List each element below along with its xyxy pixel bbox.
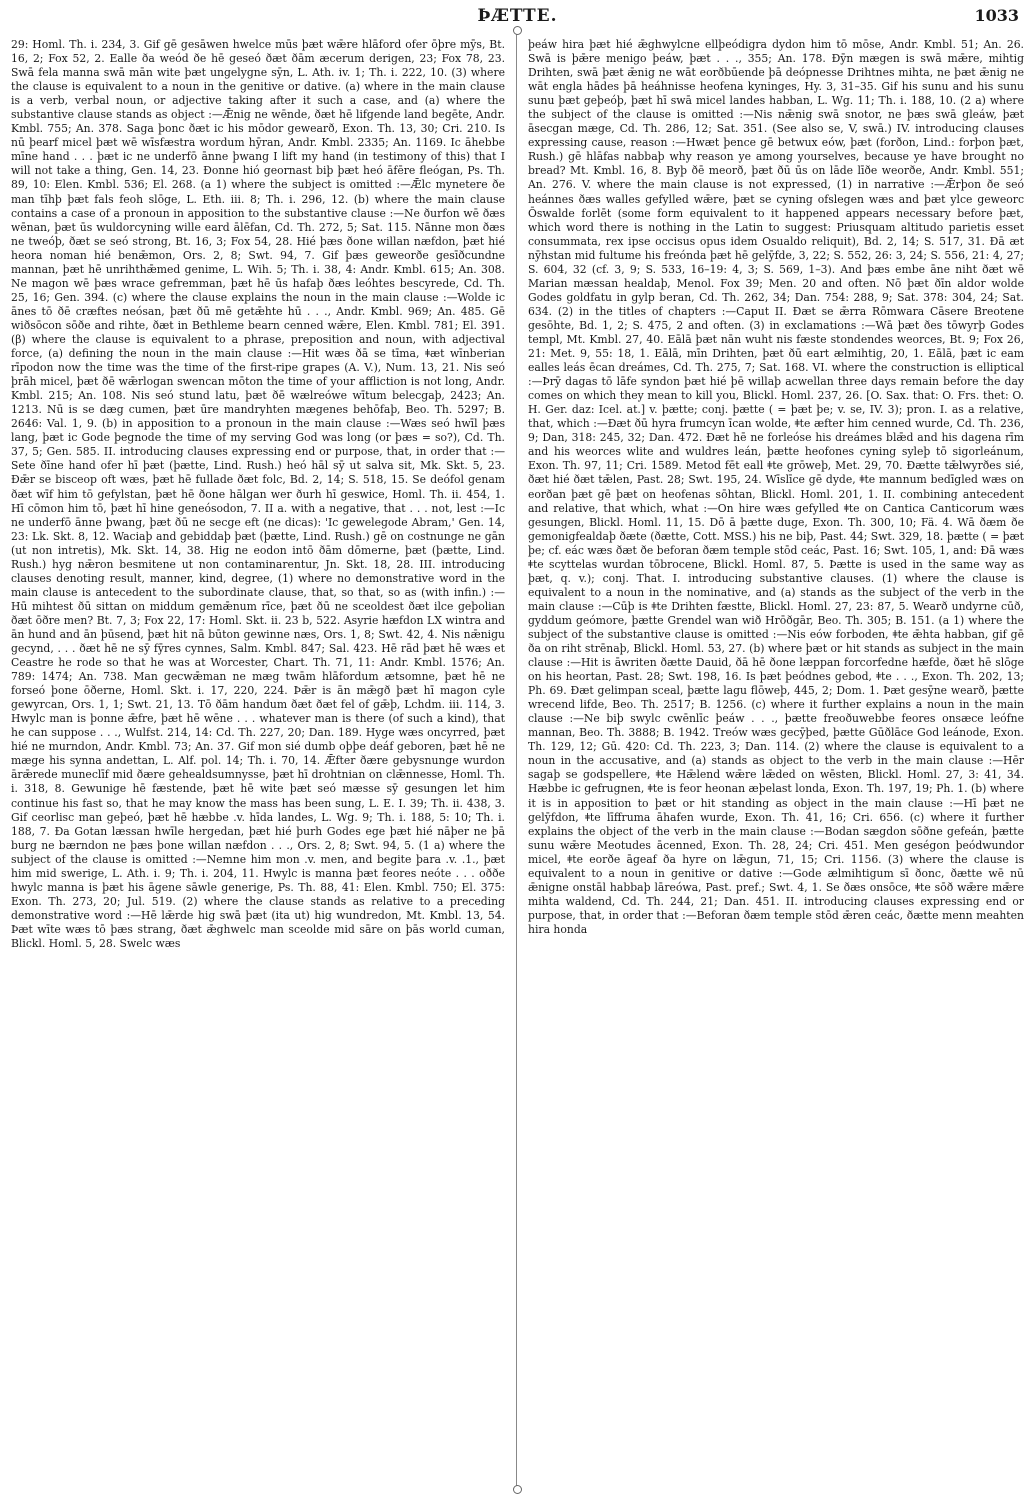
page-number: 1033 [974, 6, 1019, 25]
right-column [528, 38, 1024, 1488]
left-column-text: 29: Homl. Th. i. 234, 3. Gif gē gesāwen hwelce mūs þæt wǣre hlāford ofer ōþre mȳs, Bt. 16, 2; Fox 52, 2. Ealle ða weód ðe hē geseó ðæt ðām æcerum derigen, 23; Fox 78, 23. Swā fela manna swā mān wite þæt ungelygne sȳn, L. Ath. iv. 1; Th. i. 222, 10. (3) where the clause is equivalent to a noun in the genitive or dative. (a) where in the main clause is a verb, verbal noun, or adjective taking after it such a case, and (a) where the substantive clause stands as object :—Ǣnig ne wēnde, ðæt hē lifgende land begēte, Andr. Kmbl. 755; An. 378. Saga þonc ðæt ic his mōdor gewearð, Exon. Th. 13, 30; Cri. 210. Is nū þearf micel þæt wē wīsfæstra wordum hȳran, Andr. Kmbl. 2335; An. 1169. Ic āhebbe mīne hand . . . þæt ic ne underfō ānne þwang I lift my hand (in testimony of this) that I will not take a thing, Gen. 14, 23. Ðonne hió geornast biþ þæt heó āfēre fleógan, Ps. Th. 89, 10: Elen. Kmbl. 536; El. 268. (a 1) where the subject is omitted :—Ǣlc mynetere ðe man tīhþ þæt fals feoh slōge, L. Eth. iii. 8; Th. i. 296, 12. (b) where the main clause contains a case of a pronoun in apposition to the substantive clause :—Ne ðurfon wē ðæs wēnan, þæt ūs wuldorcyning wille eard ālēfan, Cd. Th. 272, 5; Sat. 115. Nānne mon ðæs ne tweóþ, ðæt se seó strong, Bt. 16, 3; Fox 54, 28. Hié þæs ðone willan næfdon, þæt hié heora noman hié benǣmon, Ors. 2, 8; Swt. 94, 7. Gif þæs geweorðe gesīðcundne mannan, þæt hē unrihthǣmed genime, L. Wih. 5; Th. i. 38, 4: Andr. Kmbl. 615; An. 308. Ne magon wē þæs wrace gefremman, þæt hē ūs hafaþ ðæs leóhtes bescyrede, Cd. Th. 25, 16; Gen. 394. (c) where the clause explains the noun in the main clause :—Wolde ic ānes tō ðē cræftes neósan, þæt ðū mē getǣhte hū . . ., Andr. Kmbl. 969; An. 485. Gē wiðsōcon sōðe and rihte, ðæt in Bethleme bearn cenned wǣre, Elen. Kmbl. 781; El. 391. (β) where the clause is equivalent to a phrase, preposition and noun, with adjectival force, (a) defining the noun in the main clause :—Hit wæs ðā se tīma, ǂæt wīnberian rīpodon now the time was the time of the first-ripe grapes (A. V.), Num. 13, 21. Nis seó þrāh micel, þæt ðē wǣrlogan swencan mōton the time of your affliction is not long, Andr. Kmbl. 215; An. 108. Nis seó stund latu, þæt ðē wælreówe wītum belecgaþ, 2423; An. 1213. Nū is se dæg cumen, þæt ūre mandryhten mægenes behōfaþ, Beo. Th. 5297; B. 2646: Val. 1, 9. (b) in apposition to a pronoun in the main clause :—Wæs seó hwīl þæs lang, þæt ic Gode þegnode the time of my serving God was long (or þæs = so?), Cd. Th. 37, 5; Gen. 585. II. introducing clauses expressing end or purpose, that, in order that :—Sete ðīne hand ofer hī þæt (þætte, Lind. Rush.) heó hāl sȳ ut salva sit, Mk. Skt. 5, 23. Ðǣr se bisceop oft wæs, þæt hē fullade ðæt folc, Bd. 2, 14; S. 518, 15. Se deófol genam ðæt wīf him tō gefylstan, þæt hē ðone hālgan wer ðurh hī geswice, Homl. Th. ii. 454, 1. Hī cōmon him tō, þæt hī hine geneósodon, 7. II a. with a negative, that . . . not, lest :—Ic ne underfō ānne þwang, þæt ðū ne secge eft (ne dicas): 'Ic gewelegode Abram,' Gen. 14, 23: Lk. Skt. 8, 12. Waciaþ and gebiddaþ þæt (þætte, Lind. Rush.) gē on costnunge ne gān (ut non intretis), Mk. Skt. 14, 38. Hig ne eodon intō ðām dōmerne, þæt (þætte, Lind. Rush.) hyg nǣron besmitene ut non contaminarentur, Jn. Skt. 18, 28. III. introducing clauses denoting result, manner, kind, degree, (1) where no demonstrative word in the main clause is antecedent to the subordinate clause, that, so that, so as (with infin.) :—Hū mihtest ðū sittan on middum gemǣnum rīce, þæt ðū ne sceoldest ðæt ilce geþolian ðæt ōðre men? Bt. 7, 3; Fox 22, 17: Homl. Skt. ii. 23 b, 522. Asyrie hæfdon LX wintra and ān hund and ān þūsend, þæt hit nā būton gewinne næs, Ors. 1, 8; Swt. 42, 4. Nis nǣnigu gecynd, . . . ðæt hē ne sȳ fȳres cynnes, Salm. Kmbl. 847; Sal. 423. Hē rād þæt hē wæs et Ceastre he rode so that he was at Worcester, Chart. Th. 71, 11: Andr. Kmbl. 1576; An. 789: 1474; An. 738. Man gecwǣman ne mæg twām hlāfordum ætsomne, þæt hē ne forseó þone ōðerne, Homl. Skt. i. 17, 220, 224. Þǣr is ān mǣgð þæt hī magon cyle gewyrcan, Ors. 1, 1; Swt. 21, 13. Tō ðām handum ðæt ðæt fel of gǣþ, Lchdm. iii. 114, 3. Hwylc man is þonne ǣfre, þæt hē wēne . . . whatever man is there (of such a kind), that he can suppose . . ., Wulfst. 214, 14: Cd. Th. 227, 20; Dan. 189. Hyge wæs oncyrred, þæt hié ne murndon, Andr. Kmbl. 73; An. 37. Gif mon sié dumb oþþe deáf geboren, þæt hē ne mæge his synna andettan, L. Alf. pol. 14; Th. i. 70, 14. Ǣfter ðære gebysnunge wurdon ārǣrede muneclīf mid ðære gehealdsumnysse, þæt hī drohtnian on clǣnnesse, Homl. Th. i. 318, 8. Gewunige hē fæstende, þæt hē wite þæt seó mæsse sȳ gesungen let him continue his fast so, that he may know the mass has been sung, L. E. I. 39; Th. ii. 438, 3. Gif ceorlisc man geþeó, þæt hē hæbbe .v. hīda landes, L. Wg. 9; Th. i. 188, 5: 10; Th. i. 188, 7. Ða Gotan læssan hwīle hergedan, þæt hié þurh Godes ege þæt hié nāþer ne þā burg ne bærndon ne þæs þone willan næfdon . . ., Ors. 2, 8; Swt. 94, 5. (1 a) where the subject of the clause is omitted :—Nemne him mon .v. men, and begite þara .v. .1., þæt him mid swerige, L. Ath. i. 9; Th. i. 204, 11. Hwylc is manna þæt feores neóte . . . oððe hwylc manna is þæt his āgene sāwle generige, Ps. Th. 88, 41: Elen. Kmbl. 750; El. 375: Exon. Th. 273, 20; Jul. 519. (2) where the clause stands as relative to a preceding demonstrative word :—Hē lǣrde hig swā þæt (ita ut) hig wundredon, Mt. Kmbl. 13, 54. Þæt wīte wæs tō þæs strang, ðæt ǣghwelc man sceolde mid sāre on þās world cuman, Blickl. Homl. 5, 28. Swelc wæs [11, 38, 505, 950]
right-column-text: þeáw hira þæt hié ǣghwylcne ellþeódigra dydon him tō mōse, Andr. Kmbl. 51; An. 26. Swā is þǣre menigo þeáw, þæt . . ., 355; An. 178. Ðȳn mægen is swā mǣre, mihtig Drihten, swā þæt ǣnig ne wāt eorðbūende þā deópnesse Drihtnes mihta, ne þæt ǣnig ne wāt engla hādes þā heáhnisse heofena kyninges, Hy. 3, 31–35. Gif his sunu and his sunu sunu þæt geþeóþ, þæt hī swā micel landes habban, L. Wg. 11; Th. i. 188, 10. (2 a) where the subject of the clause is omitted :—Nis nǣnig swā snotor, ne þæs swā gleáw, þæt āsecgan mæge, Cd. Th. 286, 12; Sat. 351. (See also se, V, swā.) IV. introducing clauses expressing cause, reason :—Hwæt þence gē betwux eów, þæt (forðon, Lind.: forþon þæt, Rush.) gē hlāfas nabbaþ why reason ye among yourselves, because ye have brought no bread? Mt. Kmbl. 16, 8. Byþ ðē meorð, þæt ðū ūs on lāde līðe weorðe, Andr. Kmbl. 551; An. 276. V. where the main clause is not expressed, (1) in narrative :—Ǣrþon ðe seó heánnes ðæs walles gefylled wǣre, þæt se cyning ofslegen wæs and þæt ylce geweorc Ōswalde forlēt (some form equivalent to it happened appears necessary before þæt, which word there is nothing in the Latin to suggest: Priusquam altitudo parietis esset consummata, rex ipse occisus opus idem Osualdo reliquit), Bd. 2, 14; S. 517, 31. Ðā æt nȳhstan mid fultume his freónda þæt hē gelȳfde, 3, 22; S. 552, 26: 3, 24; S. 556, 21: 4, 27; S. 604, 32 (cf. 3, 9; S. 533, 16–19: 4, 3; S. 569, 1–3). And þæs embe āne niht ðæt wē Marian mæssan healdaþ, Menol. Fox 39; Men. 20 and often. Nō þæt ðīn aldor wolde Godes goldfatu in gylp beran, Cd. Th. 262, 34; Dan. 754: 288, 9; Sat. 378: 304, 24; Sat. 634. (2) in the titles of chapters :—Caput II. Ðæt se ǣrra Rōmwara Cāsere Breotene gesōhte, Bd. 1, 2; S. 475, 2 and often. (3) in exclamations :—Wā þæt ðes tōwyrþ Godes templ, Mt. Kmbl. 27, 40. Eālā þæt nān wuht nis fæste stondendes weorces, Bt. 9; Fox 26, 21: Met. 9, 55: 18, 1. Eālā, mīn Drihten, þæt ðū eart ælmihtig, 20, 1. Eālā, þæt ic eam ealles leás ēcan dreámes, Cd. Th. 275, 7; Sat. 168. VI. where the construction is elliptical :—Þrȳ dagas tō lāfe syndon þæt hié þē willaþ acwellan three days remain before the day comes on which they mean to kill you, Blickl. Homl. 237, 26. [O. Sax. that: O. Frs. thet: O. H. Ger. daz: Icel. at.] v. þætte; conj. þætte ( = þæt þe; v. se, IV. 3); pron. I. as a relative, that, which :—Ðæt ðū hyra frumcyn īcan wolde, ǂte æfter him cenned wurde, Cd. Th. 236, 9; Dan, 318: 245, 32; Dan. 472. Ðæt hē ne forleóse his dreámes blǣd and his dagena rīm and his weorces wlite and wuldres leán, þætte heofones cyning syleþ tō sigorleánum, Exon. Th. 97, 11; Cri. 1589. Metod fēt eall ǂte grōweþ, Met. 29, 70. Ðætte tǣlwyrðes sié, ðæt hié ðæt tǣlen, Past. 28; Swt. 195, 24. Wīslīce gē dyde, ǂte mannum bedīgled wæs on eorðan þæt gē þæt on heofenas sōhtan, Blickl. Homl. 201, 1. II. combining antecedent and relative, that which, what :—On hire wæs gefylled ǂte on Cantica Canticorum wæs gesungen, Blickl. Homl. 11, 15. Dō ā þætte duge, Exon. Th. 300, 10; Fä. 4. Wā ðæm ðe gemonigfealdaþ ðæte (ðætte, Cott. MSS.) his ne biþ, Past. 44; Swt. 329, 18. þætte ( = þæt þe; cf. eác wæs ðæt ðe beforan ðæm temple stōd ceác, Past. 16; Swt. 105, 1, and: Ðā wæs ǂte scyttelas wurdan tōbrocene, Blickl. Homl. 87, 5. Þætte is used in the same way as þæt, q. v.); conj. That. I. introducing substantive clauses. (1) where the clause is equivalent to a noun in the nominative, and (a) stands as the subject of the verb in the main clause :—Cūþ is ǂte Drihten fæstte, Blickl. Homl. 27, 23: 87, 5. Wearð undyrne cūð, gyddum geómore, þætte Grendel wan wið Hrōðgār, Beo. Th. 305; B. 151. (a 1) where the subject of the substantive clause is omitted :—Nis eów forboden, ǂte ǣhta habban, gif gē ða on riht strēnaþ, Blickl. Homl. 53, 27. (b) where þæt or hit stands as subject in the main clause :—Hit is āwriten ðætte Dauid, ðā hē ðone læppan forcorfedne hæfde, ðæt hē slōge on his heortan, Past. 28; Swt. 198, 16. Is þæt þeódnes gebod, ǂte . . ., Exon. Th. 202, 13; Ph. 69. Ðæt gelimpan sceal, þætte lagu flōweþ, 445, 2; Dom. 1. Þæt gesȳne wearð, þætte wrecend lifde, Beo. Th. 2517; B. 1256. (c) where it further explains a noun in the main clause :—Ne biþ swylc cwēnlīc þeáw . . ., þætte freoðuwebbe feores onsæce leófne mannan, Beo. Th. 3888; B. 1942. Treów wæs gecȳþed, þætte Gūðlāce God leánode, Exon. Th. 129, 12; Gū. 420: Cd. Th. 223, 3; Dan. 114. (2) where the clause is equivalent to a noun in the accusative, and (a) stands as object to the verb in the main clause :—Hēr sagaþ se godspellere, ǂte Hǣlend wǣre lǣded on wēsten, Blickl. Homl. 27, 3: 41, 34. Hæbbe ic gefrugnen, ǂte is feor heonan æþelast londa, Exon. Th. 197, 19; Ph. 1. (b) where it is in apposition to þæt or hit standing as object in the main clause :—Hī þæt ne gelȳfdon, ǂte līffruma āhafen wurde, Exon. Th. 41, 16; Cri. 656. (c) where it further explains the object of the verb in the main clause :—Bodan sægdon sōðne gefeán, þætte sunu wǣre Meotudes ācenned, Exon. Th. 28, 24; Cri. 451. Men geségon þeódwundor micel, ǂte eorðe āgeaf ða hyre on lǣgun, 71, 15; Cri. 1156. (3) where the clause is equivalent to a noun in genitive or dative :—Gode ælmihtigum sī ðonc, ðætte wē nū ǣnigne onstāl habbaþ lāreówa, Past. pref.; Swt. 4, 1. Se ðæs onsōce, ǂte sōð wǣre mǣre mihta waldend, Cd. Th. 244, 21; Dan. 451. II. introducing clauses expressing end or purpose, that, in order that :—Beforan ðæm temple stōd ǣren ceác, ðætte menn meahten hira honda [528, 38, 1024, 936]
page-header [16, 6, 1019, 28]
column-divider [516, 30, 517, 1490]
left-column [11, 38, 505, 1488]
running-head: ÞÆTTE. [477, 6, 558, 26]
